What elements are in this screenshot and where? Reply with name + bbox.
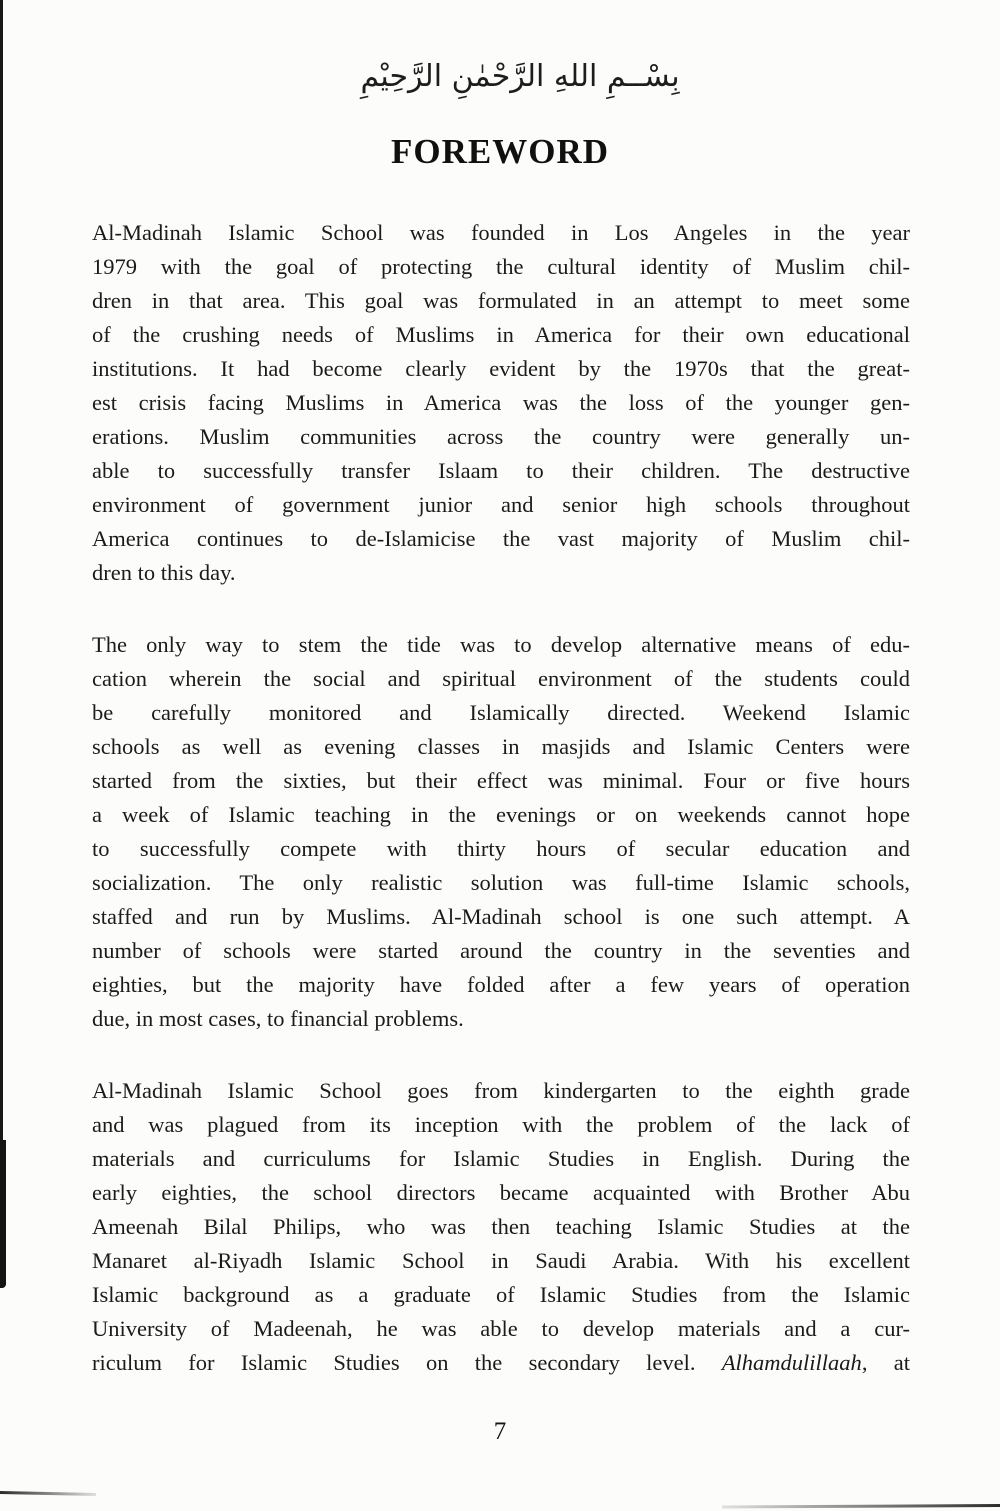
bismillah-calligraphy: بِسْــمِ اللهِ الرَّحْمٰنِ الرَّحِيْمِ: [360, 59, 680, 94]
text-line: The only way to stem the tide was to develop alternative means of edu-: [92, 632, 910, 657]
text-line: due, in most cases, to financial problems.: [92, 1006, 464, 1031]
text-line: America continues to de-Islamicise the vast majority of Muslim chil-: [92, 526, 910, 551]
text-line: staffed and run by Muslims. Al-Madinah school is one such attempt. A: [92, 904, 910, 929]
text-line: to successfully compete with thirty hours of secular education and: [92, 836, 910, 861]
italic-word: Alhamdulillaah: [721, 1350, 862, 1375]
text-line: started from the sixties, but their effect was minimal. Four or five hours: [92, 768, 910, 793]
text-line: est crisis facing Muslims in America was the loss of the younger gen-: [92, 390, 910, 415]
text-line: early eighties, the school directors became acquainted with Brother Abu: [92, 1180, 910, 1205]
page-number: 7: [493, 1418, 507, 1445]
text-segment: riculum for Islamic Studies on the secondary level.: [92, 1350, 722, 1375]
scan-artifact-left-edge-lower: [0, 1140, 6, 1288]
text-line: be carefully monitored and Islamically directed. Weekend Islamic: [92, 700, 910, 725]
text-line: Al-Madinah Islamic School was founded in Los Angeles in the year: [92, 220, 910, 245]
foreword-paragraph-2: [92, 628, 910, 1036]
text-line: Al-Madinah Islamic School goes from kindergarten to the eighth grade: [92, 1078, 910, 1103]
text-line: number of schools were started around the country in the seventies and: [92, 938, 910, 963]
text-line: erations. Muslim communities across the country were generally un-: [92, 424, 910, 449]
text-line: University of Madeenah, he was able to develop materials and a cur-: [92, 1316, 910, 1341]
text-line: and was plagued from its inception with the problem of the lack of: [92, 1112, 910, 1137]
text-line: able to successfully transfer Islaam to their children. The destructive: [92, 458, 910, 483]
text-line: dren to this day.: [92, 560, 236, 585]
text-line: schools as well as evening classes in masjids and Islamic Centers were: [92, 734, 910, 759]
text-line: environment of government junior and senior high schools throughout: [92, 492, 910, 517]
text-line: Manaret al-Riyadh Islamic School in Saudi Arabia. With his excellent: [92, 1248, 910, 1273]
text-line: dren in that area. This goal was formulated in an attempt to meet some: [92, 288, 910, 313]
text-line: 1979 with the goal of protecting the cultural identity of Muslim chil-: [92, 254, 910, 279]
text-line: institutions. It had become clearly evident by the 1970s that the great-: [92, 356, 910, 381]
foreword-paragraph-1: [92, 216, 910, 590]
text-line: a week of Islamic teaching in the evenings or on weekends cannot hope: [92, 802, 910, 827]
text-line: Islamic background as a graduate of Islamic Studies from the Islamic: [92, 1282, 910, 1307]
scan-artifact-left-edge: [0, 0, 3, 1288]
scan-artifact-bottom-left: [0, 1491, 96, 1496]
text-line: of the crushing needs of Muslims in America for their own educational: [92, 322, 910, 347]
text-line: Ameenah Bilal Philips, who was then teaching Islamic Studies at the: [92, 1214, 910, 1239]
text-line: [92, 1346, 910, 1380]
text-line: materials and curriculums for Islamic Studies in English. During the: [92, 1146, 910, 1171]
scan-artifact-bottom-right: [722, 1504, 1000, 1508]
text-line: socialization. The only realistic solution was full-time Islamic schools,: [92, 870, 910, 895]
text-line: cation wherein the social and spiritual environment of the students could: [92, 666, 910, 691]
page-title: FOREWORD: [391, 132, 609, 171]
text-line: eighties, but the majority have folded after a few years of operation: [92, 972, 910, 997]
foreword-body: [92, 216, 910, 1418]
text-segment: , at: [861, 1350, 910, 1375]
foreword-paragraph-3: [92, 1074, 910, 1380]
